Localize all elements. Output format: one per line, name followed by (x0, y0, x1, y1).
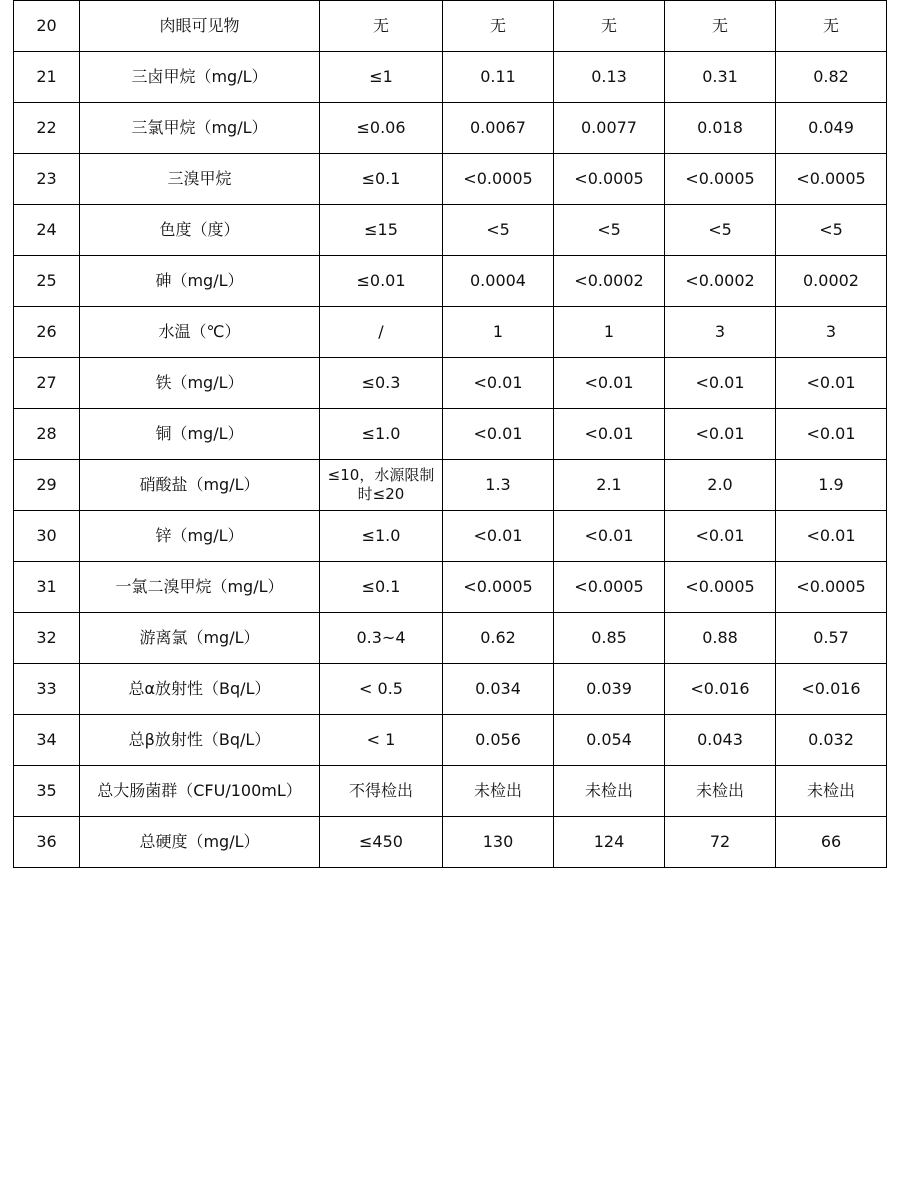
sample-4-value-cell: <0.016 (776, 664, 887, 715)
sample-3-value-cell: <0.01 (665, 409, 776, 460)
indicator-name-cell: 总硬度（mg/L） (80, 817, 320, 868)
indicator-name-cell: 铁（mg/L） (80, 358, 320, 409)
standard-limit-cell: ≤15 (320, 205, 443, 256)
sample-3-value-cell: 0.31 (665, 52, 776, 103)
sample-1-value-cell: 1.3 (443, 460, 554, 511)
table-row (14, 205, 887, 256)
row-number-cell: 32 (14, 613, 80, 664)
sample-1-value-cell: 无 (443, 1, 554, 52)
sample-3-value-cell: <0.0005 (665, 562, 776, 613)
row-number-cell: 22 (14, 103, 80, 154)
standard-limit-cell: 无 (320, 1, 443, 52)
row-number-cell: 20 (14, 1, 80, 52)
row-number-cell: 29 (14, 460, 80, 511)
sample-4-value-cell: 3 (776, 307, 887, 358)
table-row (14, 1, 887, 52)
sample-3-value-cell: 72 (665, 817, 776, 868)
sample-4-value-cell: 0.82 (776, 52, 887, 103)
standard-limit-cell: / (320, 307, 443, 358)
sample-1-value-cell: <0.01 (443, 511, 554, 562)
row-number-cell: 34 (14, 715, 80, 766)
sample-2-value-cell: 1 (554, 307, 665, 358)
sample-1-value-cell: <0.0005 (443, 562, 554, 613)
row-number-cell: 27 (14, 358, 80, 409)
row-number-cell: 25 (14, 256, 80, 307)
sample-1-value-cell: 0.034 (443, 664, 554, 715)
sample-3-value-cell: <0.01 (665, 511, 776, 562)
sample-1-value-cell: 1 (443, 307, 554, 358)
indicator-name-cell: 一氯二溴甲烷（mg/L） (80, 562, 320, 613)
indicator-name-cell: 游离氯（mg/L） (80, 613, 320, 664)
indicator-name-cell: 总α放射性（Bq/L） (80, 664, 320, 715)
sample-1-value-cell: 0.0067 (443, 103, 554, 154)
sample-4-value-cell: <0.01 (776, 358, 887, 409)
table-row (14, 52, 887, 103)
row-number-cell: 31 (14, 562, 80, 613)
row-number-cell: 26 (14, 307, 80, 358)
indicator-name-cell: 色度（度） (80, 205, 320, 256)
sample-3-value-cell: 0.043 (665, 715, 776, 766)
sample-3-value-cell: <0.01 (665, 358, 776, 409)
indicator-name-cell: 三卤甲烷（mg/L） (80, 52, 320, 103)
sample-4-value-cell: 未检出 (776, 766, 887, 817)
table-row (14, 613, 887, 664)
sample-1-value-cell: 0.11 (443, 52, 554, 103)
sample-2-value-cell: <0.01 (554, 511, 665, 562)
sample-3-value-cell: 2.0 (665, 460, 776, 511)
standard-limit-cell: ≤1.0 (320, 409, 443, 460)
table-row (14, 766, 887, 817)
sample-1-value-cell: 130 (443, 817, 554, 868)
standard-limit-cell: ≤10，水源限制时≤20 (320, 460, 443, 511)
sample-1-value-cell: <0.01 (443, 358, 554, 409)
standard-limit-cell: < 1 (320, 715, 443, 766)
table-row (14, 460, 887, 511)
sample-2-value-cell: 未检出 (554, 766, 665, 817)
sample-3-value-cell: 无 (665, 1, 776, 52)
table-row (14, 358, 887, 409)
sample-2-value-cell: <0.01 (554, 358, 665, 409)
sample-4-value-cell: 0.049 (776, 103, 887, 154)
sample-3-value-cell: <0.016 (665, 664, 776, 715)
sample-4-value-cell: <0.0005 (776, 154, 887, 205)
sample-3-value-cell: <0.0005 (665, 154, 776, 205)
indicator-name-cell: 砷（mg/L） (80, 256, 320, 307)
standard-limit-cell: ≤1 (320, 52, 443, 103)
table-row (14, 154, 887, 205)
table-row (14, 715, 887, 766)
row-number-cell: 33 (14, 664, 80, 715)
indicator-name-cell: 硝酸盐（mg/L） (80, 460, 320, 511)
row-number-cell: 21 (14, 52, 80, 103)
standard-limit-cell: ≤450 (320, 817, 443, 868)
sample-4-value-cell: <0.01 (776, 511, 887, 562)
indicator-name-cell: 三氯甲烷（mg/L） (80, 103, 320, 154)
indicator-name-cell: 总大肠菌群（CFU/100mL） (80, 766, 320, 817)
standard-limit-cell: 0.3~4 (320, 613, 443, 664)
sample-2-value-cell: 0.039 (554, 664, 665, 715)
table-body (14, 1, 887, 868)
sample-3-value-cell: 0.018 (665, 103, 776, 154)
row-number-cell: 28 (14, 409, 80, 460)
sample-1-value-cell: <0.0005 (443, 154, 554, 205)
sample-3-value-cell: 0.88 (665, 613, 776, 664)
row-number-cell: 36 (14, 817, 80, 868)
standard-limit-cell: ≤0.01 (320, 256, 443, 307)
sample-2-value-cell: 0.0077 (554, 103, 665, 154)
table-row (14, 817, 887, 868)
sample-4-value-cell: 0.57 (776, 613, 887, 664)
sample-2-value-cell: 无 (554, 1, 665, 52)
indicator-name-cell: 水温（℃） (80, 307, 320, 358)
standard-limit-cell: ≤0.1 (320, 562, 443, 613)
sample-4-value-cell: <0.01 (776, 409, 887, 460)
standard-limit-cell: ≤0.1 (320, 154, 443, 205)
sample-3-value-cell: 3 (665, 307, 776, 358)
sample-1-value-cell: 0.056 (443, 715, 554, 766)
sample-2-value-cell: <0.01 (554, 409, 665, 460)
sample-4-value-cell: 0.0002 (776, 256, 887, 307)
standard-limit-cell: ≤0.06 (320, 103, 443, 154)
indicator-name-cell: 总β放射性（Bq/L） (80, 715, 320, 766)
row-number-cell: 23 (14, 154, 80, 205)
table-row (14, 511, 887, 562)
table-row (14, 409, 887, 460)
table-row (14, 256, 887, 307)
sample-1-value-cell: <5 (443, 205, 554, 256)
table-row (14, 307, 887, 358)
sample-2-value-cell: 124 (554, 817, 665, 868)
sample-3-value-cell: <0.0002 (665, 256, 776, 307)
sample-3-value-cell: 未检出 (665, 766, 776, 817)
sample-2-value-cell: <0.0005 (554, 154, 665, 205)
sample-1-value-cell: 0.0004 (443, 256, 554, 307)
standard-limit-cell: 不得检出 (320, 766, 443, 817)
sample-4-value-cell: 0.032 (776, 715, 887, 766)
table-row (14, 664, 887, 715)
sample-2-value-cell: 0.054 (554, 715, 665, 766)
sample-4-value-cell: 66 (776, 817, 887, 868)
standard-limit-cell: < 0.5 (320, 664, 443, 715)
sample-2-value-cell: 0.85 (554, 613, 665, 664)
table-row (14, 103, 887, 154)
sample-2-value-cell: <0.0005 (554, 562, 665, 613)
standard-limit-cell: ≤0.3 (320, 358, 443, 409)
sample-3-value-cell: <5 (665, 205, 776, 256)
water-quality-table-container (13, 0, 887, 868)
sample-1-value-cell: 0.62 (443, 613, 554, 664)
indicator-name-cell: 锌（mg/L） (80, 511, 320, 562)
table-row (14, 562, 887, 613)
row-number-cell: 35 (14, 766, 80, 817)
sample-1-value-cell: <0.01 (443, 409, 554, 460)
sample-2-value-cell: <5 (554, 205, 665, 256)
indicator-name-cell: 铜（mg/L） (80, 409, 320, 460)
row-number-cell: 24 (14, 205, 80, 256)
water-quality-table (13, 0, 887, 868)
row-number-cell: 30 (14, 511, 80, 562)
sample-2-value-cell: 0.13 (554, 52, 665, 103)
sample-1-value-cell: 未检出 (443, 766, 554, 817)
sample-2-value-cell: 2.1 (554, 460, 665, 511)
sample-4-value-cell: <5 (776, 205, 887, 256)
sample-2-value-cell: <0.0002 (554, 256, 665, 307)
indicator-name-cell: 三溴甲烷 (80, 154, 320, 205)
sample-4-value-cell: 无 (776, 1, 887, 52)
sample-4-value-cell: 1.9 (776, 460, 887, 511)
indicator-name-cell: 肉眼可见物 (80, 1, 320, 52)
standard-limit-cell: ≤1.0 (320, 511, 443, 562)
sample-4-value-cell: <0.0005 (776, 562, 887, 613)
